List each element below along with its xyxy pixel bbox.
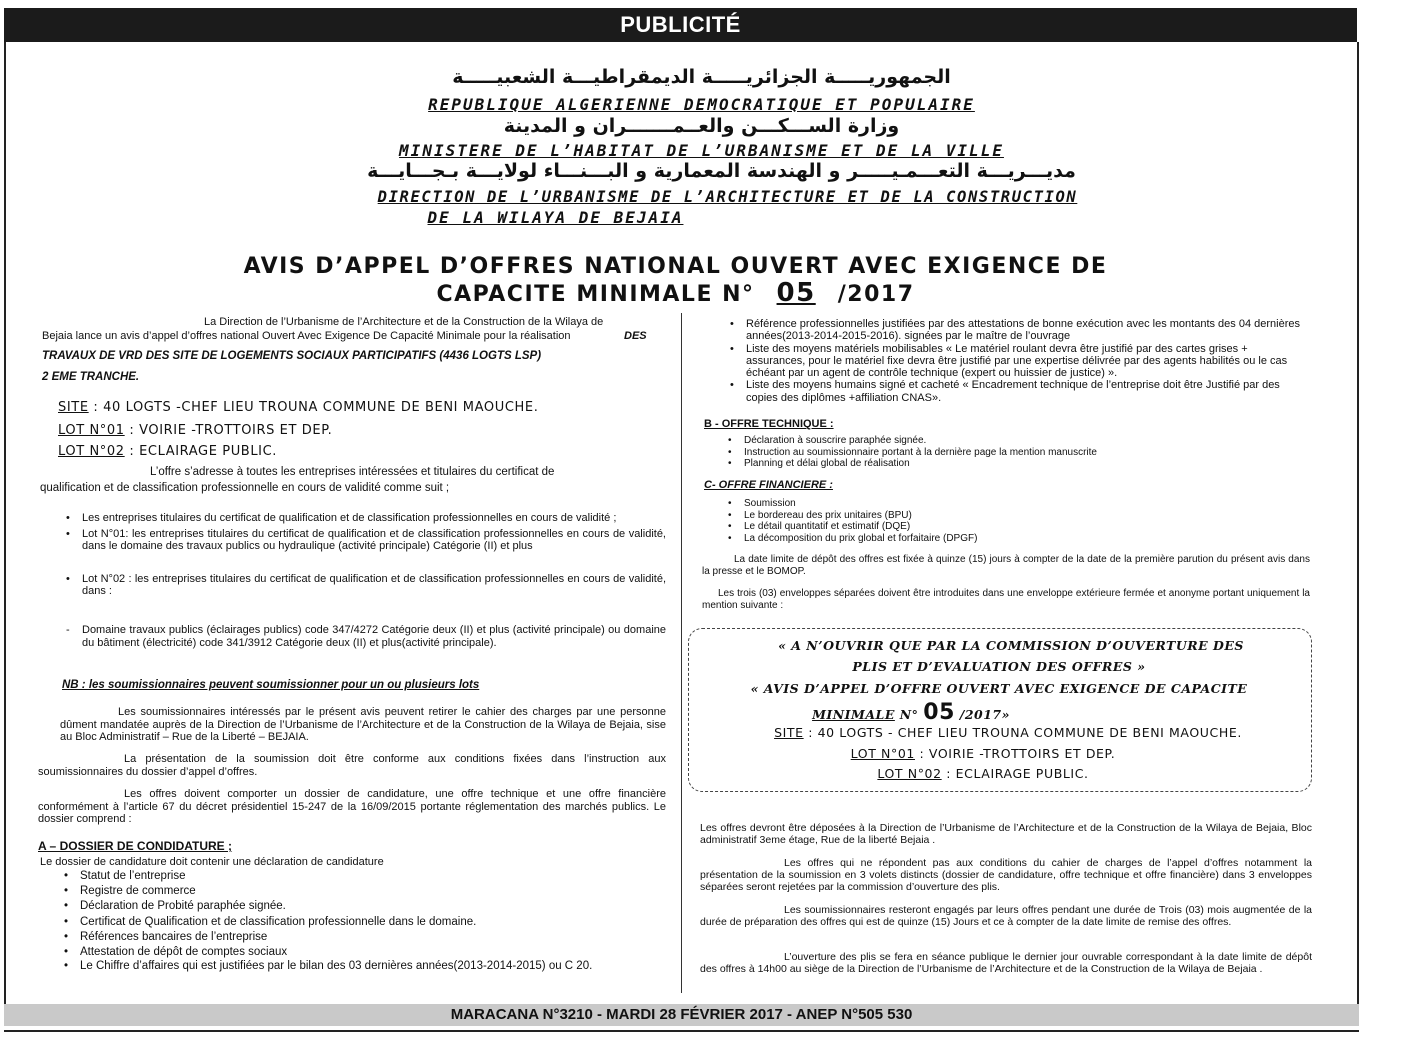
- right-refs-list: [724, 318, 1308, 404]
- right-envelopes: Les trois (03) enveloppes séparées doivent être introduites dans une enveloppe extérieure fermée et anonyme portant uniquement la mention suivante :: [702, 588, 1310, 611]
- left-intro-2: Bejaia lance un avis d’appel d’offres national Ouvert Avec Exigence De Capacité Minimale pour la réalisation: [42, 330, 571, 342]
- box-lot1-text: : VOIRIE -TROTTOIRS ET DEP.: [919, 746, 1116, 761]
- left-intro-bold-3: 2 EME TRANCHE.: [42, 371, 140, 383]
- left-lot2-line: [58, 446, 668, 459]
- box-line-2: PLIS ET D’EVALUATION DES OFFRES »: [852, 659, 1146, 674]
- fin-item: • Le bordereau des prix unitaires (BPU): [722, 510, 1302, 522]
- left-para-2: La présentation de la soumission doit être conforme aux conditions fixées dans l’instruction aux soumissionnaires du dossier d’appel d’offres.: [38, 753, 666, 778]
- box-lot1-label: LOT N°01: [850, 746, 915, 761]
- box-number: 05: [923, 700, 955, 725]
- right-para-2: Les offres qui ne répondent pas aux conditions du cahier de charges de l’appel d’offres notamment la présentation de la soumission en 3 volets distincts (dossier de candidature, offre technique et offre financière) dans 3 enveloppes séparées seront rejetées par la commission d’ouverture des plis.: [700, 857, 1312, 893]
- left-section-a: A – DOSSIER DE CONDIDATURE ;: [38, 839, 233, 853]
- left-lot1-line: [58, 425, 668, 438]
- doc-item: • Le Chiffre d’affaires qui est justifiées par le bilan des 03 dernières années(2013-2014-2015) ou C 20.: [58, 960, 664, 973]
- right-tech-list: [722, 435, 1302, 470]
- box-minimale: MINIMALE: [812, 707, 895, 722]
- ref-item: • Référence professionnelles justifiées par des attestations de bonne exécution avec les montants des 04 dernières années(2013-2014-2015-2016). signées par le maître de l’ouvrage: [724, 318, 1308, 343]
- left-offer-2: qualification et de classification professionnelle en cours de validité comme suit ;: [40, 482, 450, 494]
- box-lot1-line: [672, 746, 1294, 761]
- doc-item: • Registre de commerce: [58, 884, 664, 899]
- eligibility-item: • Lot N°01: les entreprises titulaires du certificat de qualification et de classification professionnelles en cours de validité, dans le domaine des travaux publics ou hydraulique (activité principale) Catégorie (II) et plus: [60, 528, 666, 553]
- box-lot2-line: [672, 766, 1294, 781]
- eligibility-item: • Les entreprises titulaires du certificat de qualification et de classification professionnelles en cours de validité ;: [60, 512, 666, 525]
- right-para-3: Les soumissionnaires resteront engagés par leurs offres pendant une durée de Trois (03) mois augmentée de la durée de préparation des offres qui est de quinze (15) Jours et ce à compter de la date limite de remise des offres.: [700, 904, 1312, 928]
- footer-bar: MARACANA N°3210 - MARDI 28 FÉVRIER 2017 - ANEP N°505 530: [4, 1004, 1359, 1026]
- notice-number: 05: [776, 278, 816, 308]
- box-line-3: « AVIS D’APPEL D’OFFRE OUVERT AVEC EXIGENCE DE CAPACITE: [750, 681, 1248, 696]
- box-lot2-text: : ECLAIRAGE PUBLIC.: [946, 766, 1089, 781]
- notice-title-line1: AVIS D’APPEL D’OFFRES NATIONAL OUVERT AVEC EXIGENCE DE: [243, 254, 1108, 279]
- tech-item: • Déclaration à souscrire paraphée signée.: [722, 435, 1302, 447]
- right-para-1: Les offres devront être déposées à la Direction de l’Urbanisme de l’Architecture et de la Construction de la Wilaya de Bejaia, Bloc administratif 3eme étage, Rue de la liberté Bejaia .: [700, 822, 1312, 846]
- header-ar-direction: مديـــريـــة التعـــمـيـــــر و الهندسة المعمارية و البـــنـــاء لولايـــة بـجـــايـــة: [367, 160, 1076, 182]
- left-domain-list: [60, 624, 666, 649]
- left-eligibility-list: [60, 512, 666, 598]
- tech-item: • Instruction au soumissionnaire portant à la dernière page la mention manuscrite: [722, 447, 1302, 459]
- site-text: : 40 LOGTS -CHEF LIEU TROUNA COMMUNE DE BENI MAOUCHE.: [93, 400, 539, 415]
- box-site-text: : 40 LOGTS - CHEF LIEU TROUNA COMMUNE DE BENI MAOUCHE.: [808, 725, 1242, 740]
- left-offer-1: L’offre s’adresse à toutes les entreprises intéressées et titulaires du certificat de: [150, 466, 555, 478]
- ref-item: • Liste des moyens matériels mobilisables « Le matériel roulant devra être justifié par des cartes grises + assurances, pour le matériel fixe devra être justifié par une expertise délivrée par des agents habilités ou le cas échéant par un agent de contrôle technique (expert ou huissier de justice) ».: [724, 343, 1308, 380]
- box-site-line: [697, 725, 1319, 740]
- header-fr-republic: REPUBLIQUE ALGERIENNE DEMOCRATIQUE ET POPULAIRE: [428, 95, 975, 114]
- publicite-banner: PUBLICITÉ: [4, 8, 1357, 42]
- left-section-a-intro: Le dossier de candidature doit contenir une déclaration de candidature: [40, 856, 384, 868]
- left-nb: NB : les soumissionnaires peuvent soumissionner pour un ou plusieurs lots: [62, 679, 480, 691]
- right-para-4: L’ouverture des plis se fera en séance publique le dernier jour ouvrable correspondant à la date limite de dépôt des offres à 14h00 au siège de la Direction de l’Urbanisme de l’Architecture et de la Construction de la Wilaya de Bejaia .: [700, 951, 1312, 975]
- lot2-label: LOT N°02: [58, 444, 125, 459]
- tech-item: • Planning et délai global de réalisation: [722, 458, 1302, 470]
- column-divider: [681, 313, 682, 993]
- header-ar-ministry: وزارة الســـكـــن والعــمـــــــران و المدينة: [503, 115, 900, 137]
- fin-item: • Le détail quantitatif et estimatif (DQE): [722, 521, 1302, 533]
- left-para-1: Les soumissionnaires intéressés par le présent avis peuvent retirer le cahier des charges par une personne dûment mandatée auprès de la Direction de l’Urbanisme de l’Architecture et de la Construction de la Wilaya de Bejaia, sise au Bloc Administratif – Rue de la Liberté – BEJAIA.: [60, 706, 666, 743]
- lot2-text: : ECLAIRAGE PUBLIC.: [129, 444, 278, 459]
- doc-item: • Déclaration de Probité paraphée signée.: [58, 899, 664, 914]
- eligibility-item: • Lot N°02 : les entreprises titulaires du certificat de qualification et de classification professionnelles en cours de validité, dans :: [60, 573, 666, 598]
- ref-item: • Liste des moyens humains signé et cacheté « Encadrement technique de l’entreprise doit être Justifié par des copies des diplômes +affiliation CNAS».: [724, 379, 1308, 404]
- lot1-label: LOT N°01: [58, 423, 125, 438]
- footer-rule: [4, 1030, 1359, 1032]
- doc-item: • Références bancaires de l’entreprise: [58, 930, 664, 945]
- fin-item: • La décomposition du prix global et forfaitaire (DPGF): [722, 533, 1302, 545]
- doc-item: • Statut de l’entreprise: [58, 869, 664, 884]
- site-label: SITE: [58, 400, 89, 415]
- box-lot2-label: LOT N°02: [877, 766, 942, 781]
- doc-item: • Certificat de Qualification et de classification professionnelle dans le domaine.: [58, 915, 664, 930]
- fin-item: • Soumission: [722, 498, 1302, 510]
- right-deadline: La date limite de dépôt des offres est fixée à quinze (15) jours à compter de la date de la première parution du présent avis dans la presse et le BOMOP.: [702, 554, 1310, 577]
- right-fin-list: [722, 498, 1302, 544]
- box-year: /2017»: [959, 707, 1010, 722]
- left-para-3: Les offres doivent comporter un dossier de candidature, une offre technique et une offre financière conformément à l’article 67 du décret présidentiel 15-247 de la 16/09/2015 portante réglementation des marchés publics. Le dossier comprend :: [38, 788, 666, 825]
- right-section-c: C- OFFRE FINANCIERE :: [704, 479, 833, 491]
- left-docs-list: [58, 869, 664, 973]
- box-site-label: SITE: [774, 725, 804, 740]
- box-line-4: [600, 700, 1222, 725]
- left-intro-1: La Direction de l’Urbanisme de l’Architecture et de la Construction de la Wilaya de: [204, 316, 604, 328]
- header-fr-ministry: MINISTERE DE L’HABITAT DE L’URBANISME ET DE LA VILLE: [399, 141, 1004, 160]
- header-ar-republic: الجمهوريـــــة الجزائريـــــة الديمقراطيـــة الشعبيـــــة: [452, 66, 951, 88]
- notice-title-line2: [0, 278, 1377, 308]
- right-section-b: B - OFFRE TECHNIQUE :: [704, 418, 834, 430]
- left-intro-bold-1: DES: [624, 330, 647, 342]
- doc-item: • Attestation de dépôt de comptes sociaux: [58, 945, 664, 960]
- header-fr-direction-1: DIRECTION DE L’URBANISME DE L’ARCHITECTURE ET DE LA CONSTRUCTION: [377, 188, 1078, 206]
- title-year: /2017: [837, 282, 915, 307]
- title-prefix: CAPACITE MINIMALE N°: [436, 282, 755, 307]
- domain-item: - Domaine travaux publics (éclairages publics) code 347/4272 Catégorie deux (II) et plus (activité principale) ou domaine du bâtiment (électricité) code 341/3912 Catégorie deux (II) et plus(activité principale).: [60, 624, 666, 649]
- box-line-1: « A N’OUVRIR QUE PAR LA COMMISSION D’OUVERTURE DES: [778, 638, 1244, 653]
- left-site-line: [58, 402, 668, 415]
- header-fr-direction-2: DE LA WILAYA DE BEJAIA: [427, 208, 684, 227]
- lot1-text: : VOIRIE -TROTTOIRS ET DEP.: [129, 423, 333, 438]
- left-intro-bold-2: TRAVAUX DE VRD DES SITE DE LOGEMENTS SOCIAUX PARTICIPATIFS (4436 LOGTS LSP): [42, 350, 542, 362]
- box-no: N°: [899, 707, 919, 722]
